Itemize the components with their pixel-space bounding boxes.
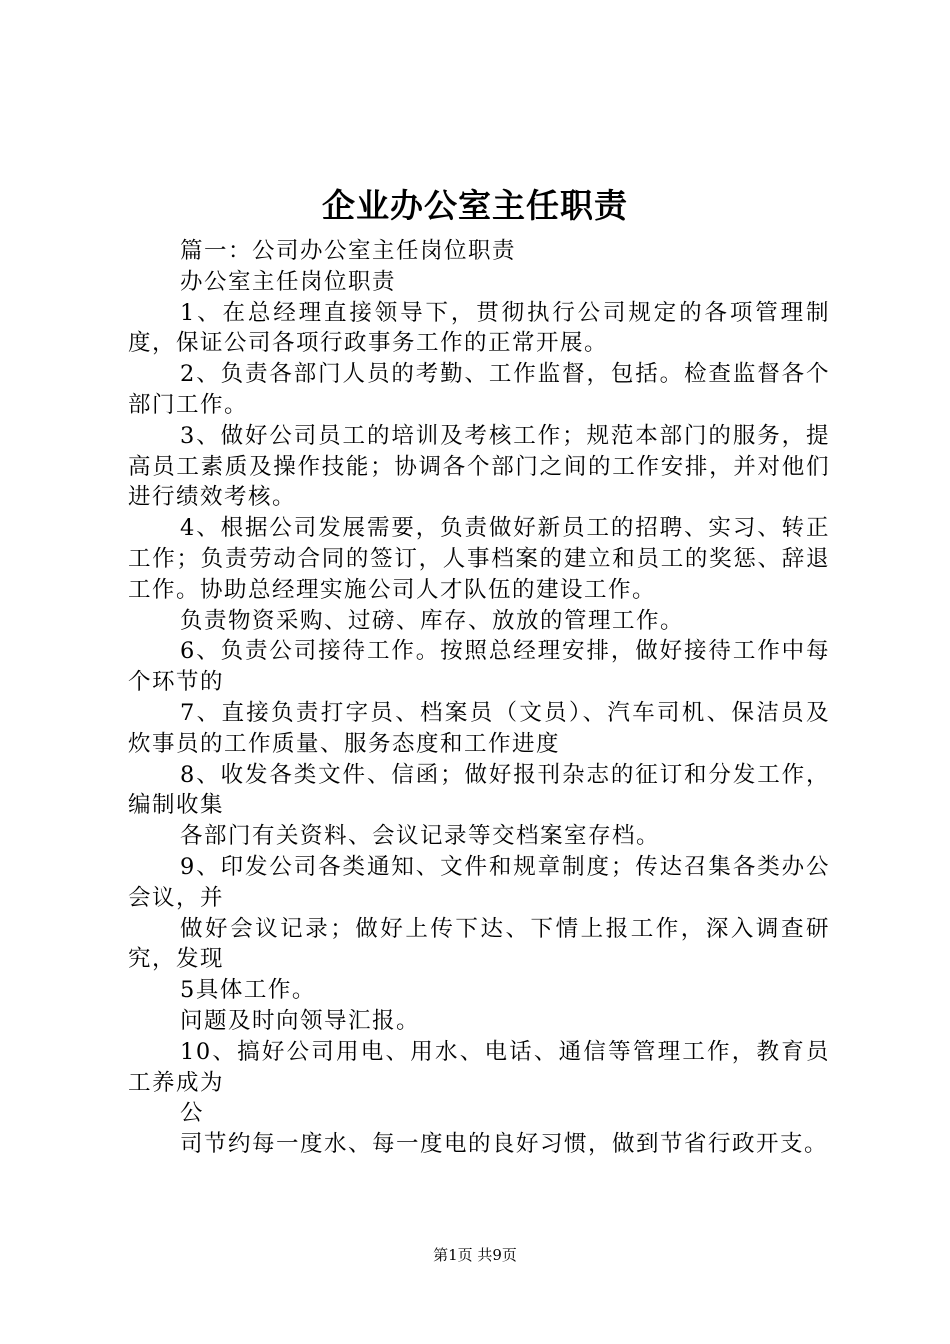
paragraph: 9、印发公司各类通知、文件和规章制度；传达召集各类办公会议，并 <box>128 853 830 911</box>
document-title: 企业办公室主任职责 <box>322 186 628 225</box>
paragraph: 8、收发各类文件、信函；做好报刊杂志的征订和分发工作，编制收集 <box>128 761 830 819</box>
paragraph: 负责物资采购、过磅、库存、放放的管理工作。 <box>180 607 685 634</box>
paragraph: 6、负责公司接待工作。按照总经理安排，做好接待工作中每个环节的 <box>128 638 830 696</box>
paragraph: 司节约每一度水、每一度电的良好习惯，做到节省行政开支。 <box>180 1131 829 1158</box>
paragraph: 问题及时向领导汇报。 <box>180 1007 421 1034</box>
paragraph: 3、做好公司员工的培训及考核工作；规范本部门的服务，提高员工素质及操作技能；协调各个部门之间的工作安排，并对他们进行绩效考核。 <box>128 422 830 511</box>
paragraph: 各部门有关资料、会议记录等交档案室存档。 <box>180 823 661 850</box>
paragraph: 5具体工作。 <box>180 977 316 1004</box>
paragraph: 篇一：公司办公室主任岗位职责 <box>180 238 517 264</box>
paragraph: 7、直接负责打字员、档案员（文员）、汽车司机、保洁员及炊事员的工作质量、服务态度和工作进度 <box>128 699 830 757</box>
paragraph: 10、搞好公司用电、用水、电话、通信等管理工作，教育员工养成为 <box>128 1038 830 1096</box>
paragraph: 做好会议记录；做好上传下达、下情上报工作，深入调查研究，发现 <box>128 915 830 973</box>
paragraph: 4、根据公司发展需要，负责做好新员工的招聘、实习、转正工作；负责劳动合同的签订，人事档案的建立和员工的奖惩、辞退工作。协助总经理实施公司人才队伍的建设工作。 <box>128 515 830 603</box>
paragraph: 2、负责各部门人员的考勤、工作监督，包括。检查监督各个部门工作。 <box>128 361 830 418</box>
paragraph: 办公室主任岗位职责 <box>180 268 397 295</box>
paragraph: 公 <box>180 1100 205 1127</box>
page-footer: 第1页 共9页 <box>433 1246 517 1264</box>
document-body <box>128 236 830 1160</box>
paragraph: 1、在总经理直接领导下，贯彻执行公司规定的各项管理制度，保证公司各项行政事务工作的正常开展。 <box>128 299 830 357</box>
